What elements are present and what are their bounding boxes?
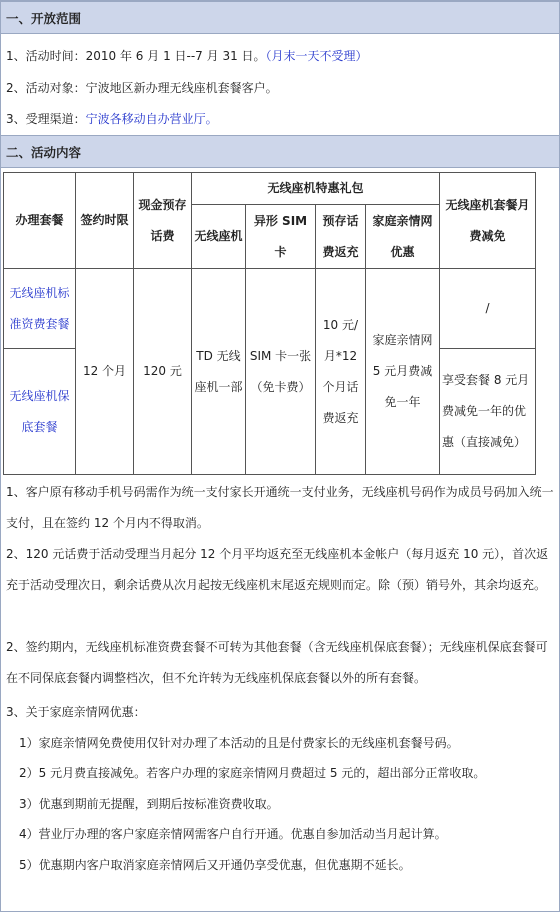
- header-gift: 无线座机特惠礼包: [192, 173, 440, 205]
- family-rule-5: 5）优惠期内客户取消家庭亲情网后又开通仍享受优惠，但优惠期不延长。: [19, 858, 411, 872]
- package-minimum: 无线座机保底套餐: [4, 349, 76, 475]
- family-value: 家庭亲情网 5 元月费减免一年: [366, 269, 440, 475]
- header-phone: 无线座机: [192, 205, 246, 269]
- sim-value: SIM 卡一张（免卡费）: [246, 269, 316, 475]
- note-2: 2、120 元话费于活动受理当月起分 12 个月平均返充至无线座机本金帐户（每月返充 10 元），首次返充于活动受理次日，剩余话费从次月起按无线座机末尾返充规则而定。除（预）销号外，其余均返充。: [6, 547, 549, 592]
- header-term: 签约时限: [76, 173, 134, 269]
- header-sim: 异形 SIM 卡: [246, 205, 316, 269]
- activity-channel-note: 宁波各移动自办营业厅。: [85, 112, 218, 126]
- section-title-content: 二、活动内容: [1, 135, 559, 168]
- header-package: 办理套餐: [4, 173, 76, 269]
- prepay-value: 120 元: [134, 269, 192, 475]
- activity-target: [6, 79, 278, 96]
- refund-value: 10 元/月*12 个月话费返充: [316, 269, 366, 475]
- discount-standard: /: [440, 269, 536, 349]
- note-1: 1、客户原有移动手机号码需作为统一支付家长开通统一支付业务，无线座机号码作为成员号码加入统一支付，且在签约 12 个月内不得取消。: [6, 485, 554, 530]
- note-3: 2、签约期内，无线座机标准资费套餐不可转为其他套餐（含无线座机保底套餐）；无线座机保底套餐可在不同保底套餐内调整档次，但不允许转为无线座机保底套餐以外的所有套餐。: [6, 640, 548, 685]
- package-standard: 无线座机标准资费套餐: [4, 269, 76, 349]
- header-discount: 无线座机套餐月费减免: [440, 173, 536, 269]
- header-prepay: 现金预存话费: [134, 173, 192, 269]
- activity-target-label: 2、活动对象：宁波地区新办理无线座机套餐客户。: [6, 81, 278, 95]
- activity-time-note: （月末一天不受理）: [265, 49, 368, 63]
- offer-table: [3, 172, 536, 475]
- family-rule-4: 4）营业厅办理的客户家庭亲情网需客户自行开通。优惠自参加活动当月起计算。: [19, 827, 447, 841]
- discount-minimum: 享受套餐 8 元月费减免一年的优惠（直接减免）: [440, 349, 536, 475]
- activity-channel: [6, 110, 218, 127]
- header-refund: 预存话费返充: [316, 205, 366, 269]
- header-family: 家庭亲情网优惠: [366, 205, 440, 269]
- family-rule-3: 3）优惠到期前无提醒，到期后按标准资费收取。: [19, 797, 279, 811]
- family-rule-1: 1）家庭亲情网免费使用仅针对办理了本活动的且是付费家长的无线座机套餐号码。: [19, 736, 459, 750]
- family-rule-2: 2）5 元月费直接减免。若客户办理的家庭亲情网月费超过 5 元的，超出部分正常收取。: [19, 766, 486, 780]
- activity-channel-label: 3、受理渠道：: [6, 112, 86, 126]
- activity-time: [6, 47, 368, 64]
- section-title-scope: 一、开放范围: [1, 1, 559, 34]
- note-4: 3、关于家庭亲情网优惠：: [6, 705, 146, 719]
- term-value: 12 个月: [76, 269, 134, 475]
- phone-value: TD 无线座机一部: [192, 269, 246, 475]
- activity-time-label: 1、活动时间：2010 年 6 月 1 日--7 月 31 日。: [6, 49, 266, 63]
